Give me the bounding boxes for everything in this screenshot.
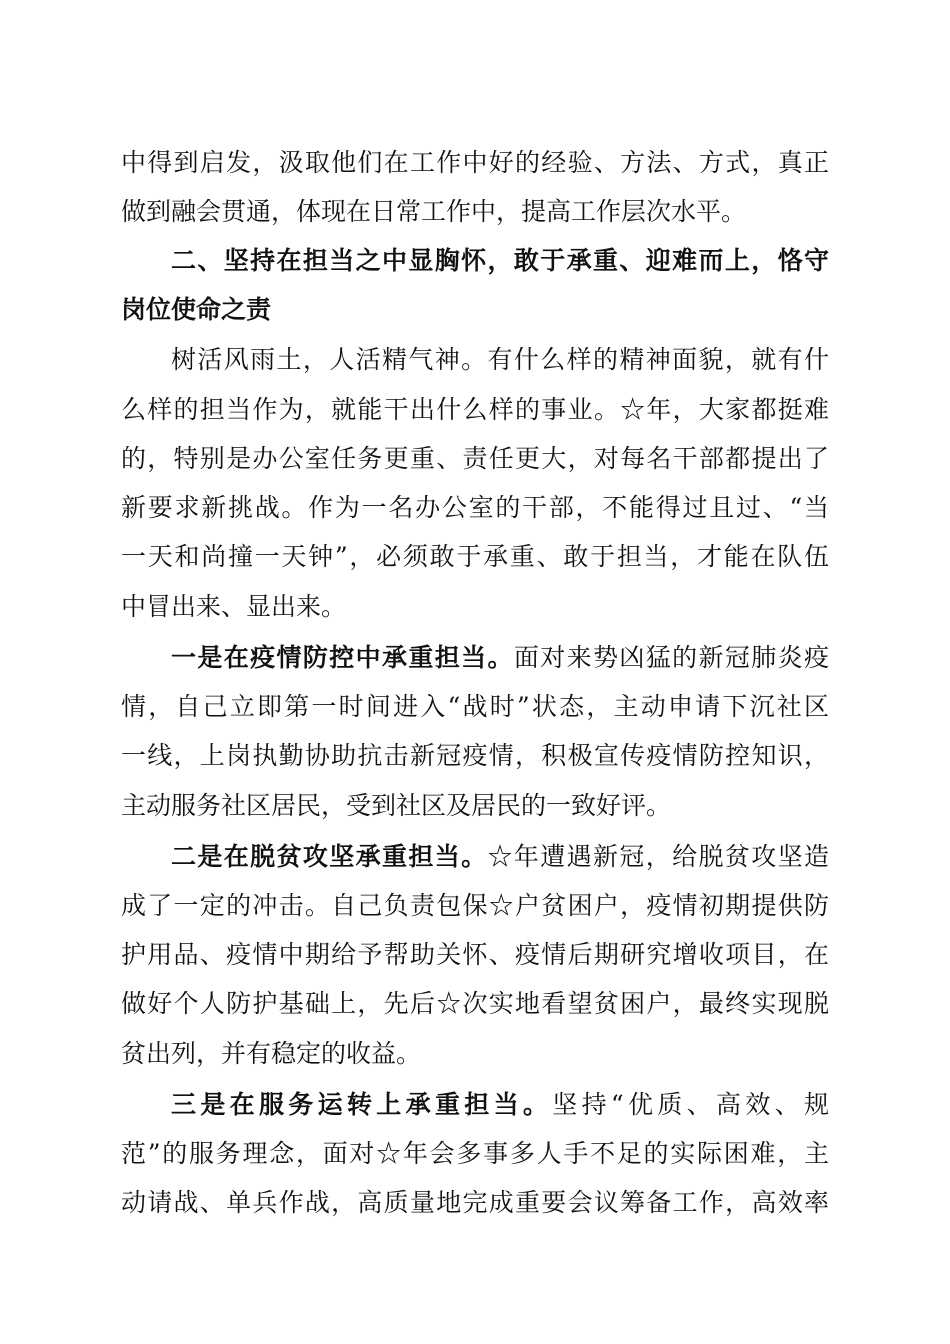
- body-text-line: 护用品、疫情中期给予帮助关怀、疫情后期研究增收项目，在: [121, 940, 829, 969]
- body-text-line: 一线，上岗执勤协助抗击新冠疫情，积极宣传疫情防控知识，: [121, 741, 829, 770]
- body-text-line: [171, 636, 829, 680]
- body-text-line: 主动服务社区居民，受到社区及居民的一致好评。: [121, 791, 672, 820]
- body-text-line: 做好个人防护基础上，先后☆次实地看望贫困户，最终实现脱: [121, 989, 829, 1018]
- body-text-line: 贫出列，并有稳定的收益。: [121, 1039, 422, 1068]
- body-text-line: [171, 1083, 829, 1127]
- body-text-line: 动请战、单兵作战，高质量地完成重要会议筹备工作，高效率: [121, 1188, 829, 1217]
- body-text-line: 范”的服务理念，面对☆年会多事多人手不足的实际困难，主: [121, 1139, 829, 1168]
- body-text-line: 做到融会贯通，体现在日常工作中，提高工作层次水平。: [121, 197, 747, 226]
- body-text-line: [171, 835, 829, 879]
- body-text-line: 中得到启发，汲取他们在工作中好的经验、方法、方式，真正: [121, 148, 829, 177]
- body-text-line: 成了一定的冲击。自己负责包保☆户贫困户，疫情初期提供防: [121, 891, 829, 920]
- body-text-segment: ☆年遭遇新冠，给脱贫攻坚造: [487, 842, 829, 871]
- body-text-line: 中冒出来、显出来。: [121, 592, 347, 621]
- body-text-segment: 面对来势凶猛的新冠肺炎疫: [513, 643, 829, 672]
- body-text-line: 新要求新挑战。作为一名办公室的干部，不能得过且过、“当: [121, 493, 829, 522]
- body-text-line: 么样的担当作为，就能干出什么样的事业。☆年，大家都挺难: [121, 395, 829, 424]
- section-heading: 二、坚持在担当之中显胸怀，敢于承重、迎难而上，恪守: [171, 246, 829, 275]
- body-text-line: 的，特别是办公室任务更重、责任更大，对每名干部都提出了: [121, 444, 829, 473]
- body-text-line: 情，自己立即第一时间进入“战时”状态，主动申请下沉社区: [121, 692, 829, 721]
- body-text-line: 树活风雨土，人活精气神。有什么样的精神面貌，就有什: [171, 345, 829, 374]
- body-text-line: 一天和尚撞一天钟”，必须敢于承重、敢于担当，才能在队伍: [121, 542, 829, 571]
- paragraph-lead: 一是在疫情防控中承重担当。: [171, 643, 514, 672]
- body-text-segment: 坚持“优质、高效、规: [552, 1090, 829, 1119]
- section-heading: 岗位使命之责: [121, 295, 272, 324]
- paragraph-lead: 三是在服务运转上承重担当。: [171, 1090, 553, 1119]
- paragraph-lead: 二是在脱贫攻坚承重担当。: [171, 842, 488, 871]
